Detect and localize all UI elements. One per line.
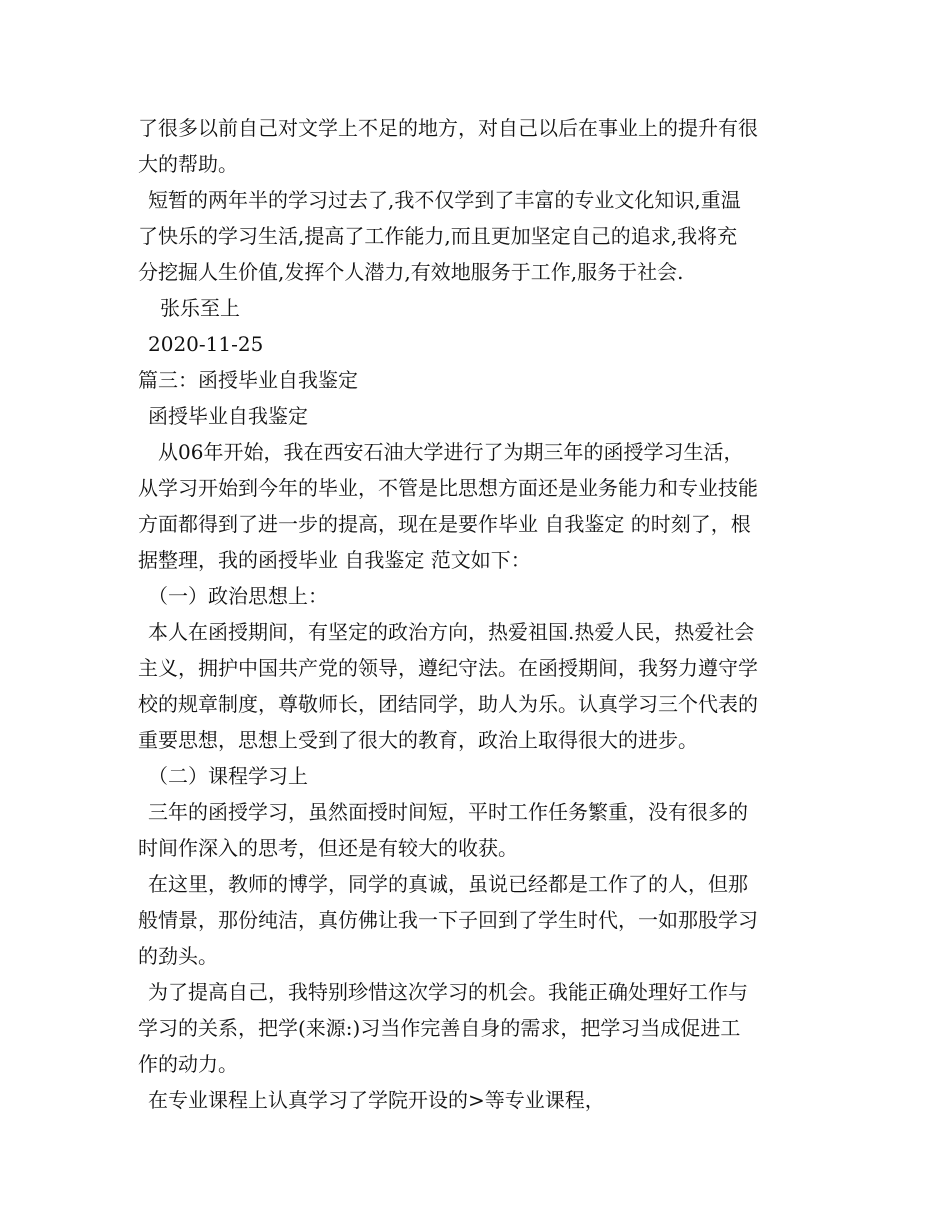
text-line: （一）政治思想上： [148, 584, 328, 608]
text-line: 了快乐的学习生活,提高了工作能力,而且更加坚定自己的追求,我将充 [138, 224, 738, 248]
text-line: 据整理，我的函授毕业 自我鉴定 范文如下： [138, 548, 531, 572]
text-line: 作的动力。 [138, 1052, 238, 1076]
text-line: 校的规章制度，尊敬师长，团结同学，助人为乐。认真学习三个代表的 [138, 692, 758, 716]
text-line: 在专业课程上认真学习了学院开设的>等专业课程， [148, 1088, 605, 1112]
text-line: 分挖掘人生价值,发挥个人潜力,有效地服务于工作,服务于社会. [138, 260, 684, 284]
text-line: 了很多以前自己对文学上不足的地方，对自己以后在事业上的提升有很 [138, 116, 758, 140]
text-line: 本人在函授期间，有坚定的政治方向，热爱祖国.热爱人民，热爱社会 [148, 620, 755, 644]
text-line: 主义，拥护中国共产党的领导，遵纪守法。在函授期间，我努力遵守学 [138, 656, 758, 680]
text-line: 为了提高自己，我特别珍惜这次学习的机会。我能正确处理好工作与 [148, 980, 748, 1004]
text-line: 般情景，那份纯洁，真仿佛让我一下子回到了学生时代，一如那股学习 [138, 908, 758, 932]
text-line: 学习的关系，把学(来源:)习当作完善自身的需求，把学习当成促进工 [138, 1016, 741, 1040]
text-line: 在这里，教师的博学，同学的真诚，虽说已经都是工作了的人，但那 [148, 872, 748, 896]
text-line: 2020-11-25 [148, 332, 264, 356]
text-line: 篇三：函授毕业自我鉴定 [138, 368, 358, 392]
text-line: （二）课程学习上 [148, 764, 308, 788]
text-line: 从06年开始，我在西安石油大学进行了为期三年的函授学习生活， [158, 440, 744, 464]
text-line: 的劲头。 [138, 944, 218, 968]
text-line: 张乐至上 [160, 296, 240, 320]
document-text [138, 110, 828, 1118]
text-line: 大的帮助。 [138, 152, 238, 176]
text-line: 方面都得到了进一步的提高，现在是要作毕业 自我鉴定 的时刻了，根 [138, 512, 751, 536]
text-line: 从学习开始到今年的毕业，不管是比思想方面还是业务能力和专业技能 [138, 476, 758, 500]
text-line: 时间作深入的思考，但还是有较大的收获。 [138, 836, 518, 860]
text-line: 短暂的两年半的学习过去了,我不仅学到了丰富的专业文化知识,重温 [148, 188, 741, 212]
text-line: 重要思想，思想上受到了很大的教育，政治上取得很大的进步。 [138, 728, 698, 752]
text-line: 三年的函授学习，虽然面授时间短，平时工作任务繁重，没有很多的 [148, 800, 748, 824]
text-line: 函授毕业自我鉴定 [148, 404, 308, 428]
